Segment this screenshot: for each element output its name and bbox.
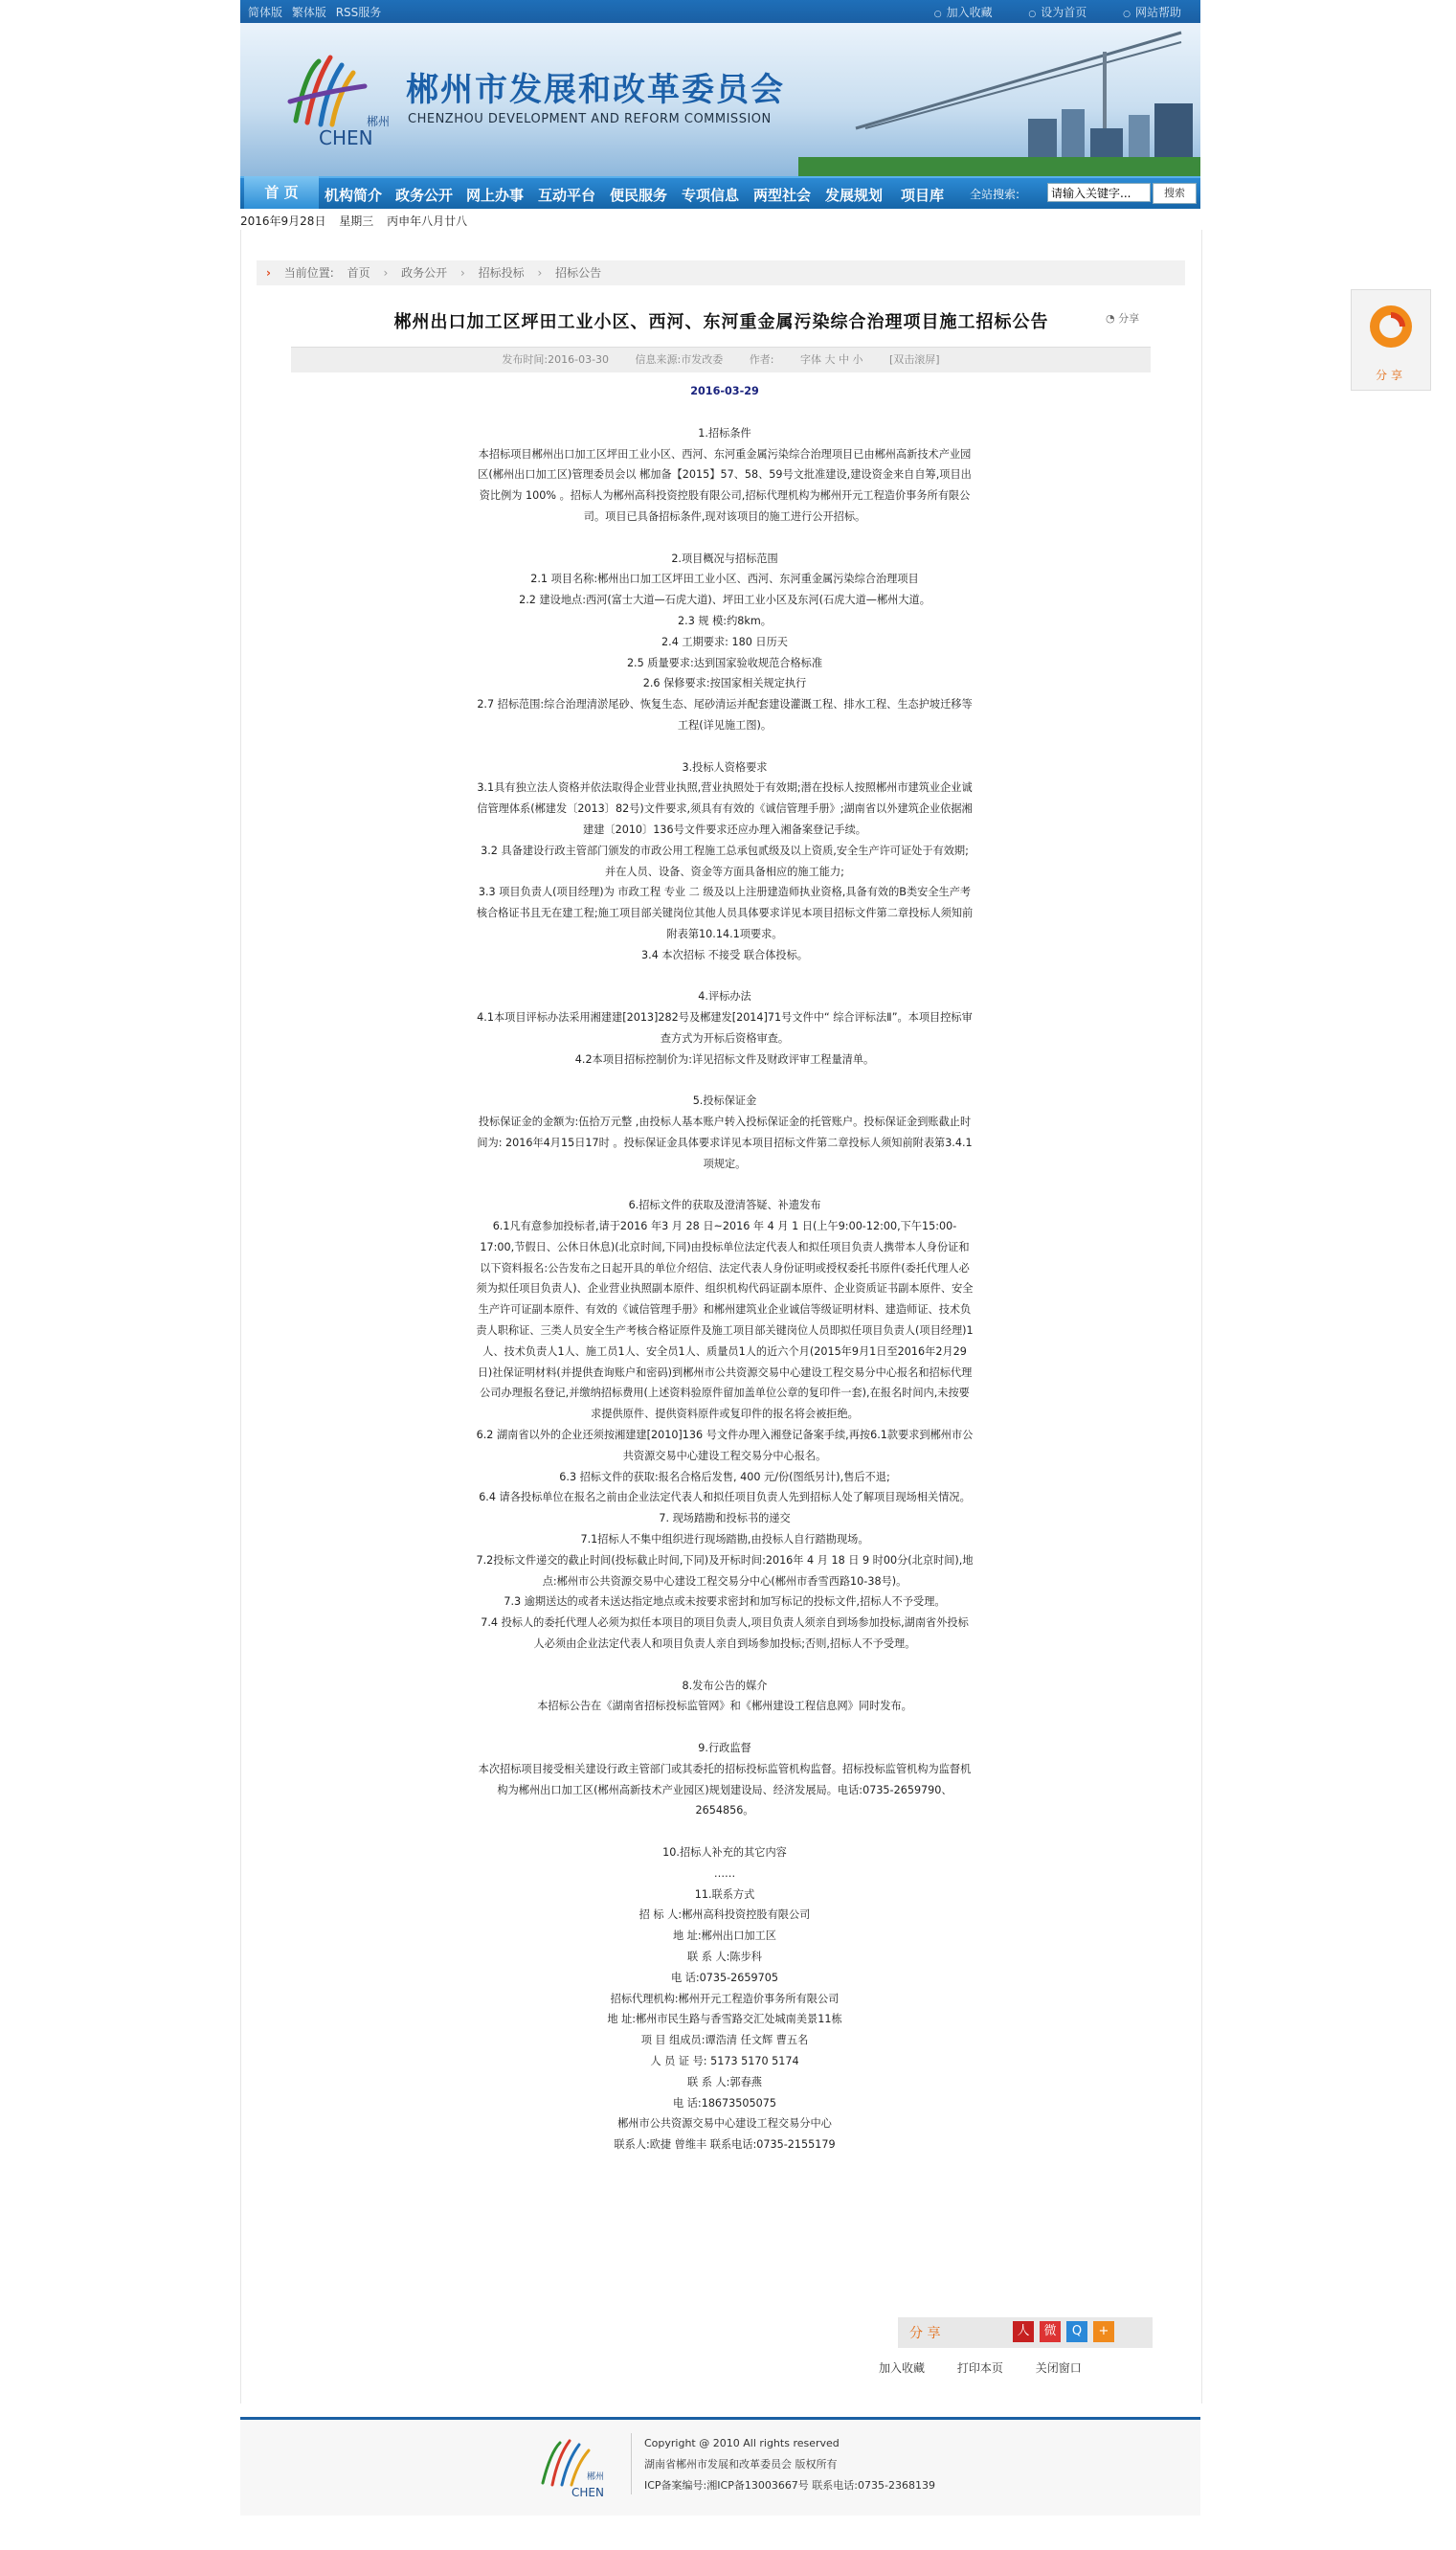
- paragraph-gap: [476, 966, 974, 987]
- current-date: 2016年9月28日: [240, 214, 326, 228]
- nav-item-dev-planning[interactable]: 发展规划: [825, 187, 884, 204]
- breadcrumb-gov-affairs[interactable]: 政务公开: [401, 266, 448, 280]
- share-label: 分享: [1118, 312, 1140, 325]
- page-header: [240, 0, 1200, 234]
- paragraph: 投标保证金的金额为:伍拾万元整 ,由投标人基本账户转入投标保证金的托管账户。投标保证金到账截止时间为: 2016年4月15日17时 。投标保证金具体要求详见本项目招标文件第二章投标人须知前附表第3.4.1项规定。: [477, 1116, 973, 1170]
- share-icon: ◔: [1106, 312, 1115, 325]
- paragraph: 本招标公告在《湖南省招标投标监管网》和《郴州建设工程信息网》同时发布。: [537, 1700, 912, 1713]
- qzone-icon[interactable]: Q: [1066, 2321, 1087, 2342]
- footer-icp: ICP备案编号:湘ICP备13003667号 联系电话:0735-2368139: [644, 2479, 935, 2492]
- link-traditional[interactable]: 繁体版: [291, 6, 326, 19]
- paragraph-gap: [476, 1071, 974, 1092]
- share-link[interactable]: [1106, 310, 1139, 326]
- city-skyline-image: [798, 23, 1200, 176]
- paragraph-gap: [476, 528, 974, 549]
- paragraph: 3.1具有独立法人资格并依法取得企业营业执照,营业执照处于有效期;潜在投标人按照郴州市建筑业企业诚信管理体系(郴建发〔2013〕82号)文件要求,须具有有效的《诚信管理手册》;湖南省以外建筑企业依据湘建建〔2010〕136号文件要求还应办理入湘备案登记手续。: [477, 781, 973, 836]
- logo-text: CHEN: [319, 126, 373, 149]
- paragraph: 电 话:18673505075: [673, 2096, 776, 2110]
- paragraph-gap: [476, 1821, 974, 1842]
- paragraph: 6.2 湖南省以外的企业还须按湘建建[2010]136 号文件办理入湘登记备案手续,再按6.1款要求到郴州市公共资源交易中心建设工程交易分中心报名。: [476, 1429, 974, 1462]
- paragraph: 4.1本项目评标办法采用湘建建[2013]282号及郴建发[2014]71号文件中“ 综合评标法Ⅱ”。本项目控标审查方式为开标后资格审查。: [477, 1011, 973, 1045]
- article-actions: [879, 2359, 1110, 2376]
- link-simplified[interactable]: 简体版: [248, 6, 283, 19]
- current-weekday: 星期三: [339, 214, 374, 228]
- logo-cn-text: 郴州: [367, 115, 391, 128]
- breadcrumb-sep-icon: ›: [459, 266, 465, 280]
- footer-text: [644, 2433, 935, 2496]
- article-container: [240, 230, 1202, 2403]
- main-nav: [240, 176, 1200, 209]
- nav-home[interactable]: 首 页: [244, 176, 319, 209]
- paragraph: 地 址:郴州出口加工区: [672, 1929, 776, 1943]
- footer-divider: [631, 2433, 632, 2494]
- paragraph-gap: [476, 1655, 974, 1676]
- paragraph: 7.2投标文件递交的截止时间(投标截止时间,下同)及开标时间:2016年 4 月 18 日 9 时00分(北京时间),地点:郴州市公共资源交易中心建设工程交易分中心(郴州市香雪西路10-38号)。: [476, 1553, 974, 1588]
- paragraph: 联系人:欧捷 曾维丰 联系电话:0735-2155179: [614, 2138, 836, 2152]
- paragraph: 2.5 质量要求:达到国家验收规范合格标准: [626, 656, 823, 669]
- site-title: 郴州市发展和改革委员会: [406, 71, 785, 109]
- paragraph: 6.3 招标文件的获取:报名合格后发售, 400 元/份(图纸另计),售后不退;: [559, 1470, 890, 1483]
- close-window-button[interactable]: 关闭窗口: [1035, 2361, 1082, 2375]
- breadcrumb-bidding[interactable]: 招标投标: [478, 266, 525, 280]
- footer-copyright: Copyright @ 2010 All rights reserved: [644, 2437, 840, 2449]
- utility-links: [902, 4, 1181, 20]
- nav-item-about[interactable]: 机构简介: [325, 187, 383, 204]
- breadcrumb-home[interactable]: 首页: [347, 266, 370, 280]
- print-button[interactable]: 打印本页: [956, 2361, 1003, 2375]
- search-button[interactable]: 搜索: [1153, 183, 1197, 204]
- paragraph: 1.招标条件: [698, 426, 751, 440]
- paragraph: 2.1 项目名称:郴州出口加工区坪田工业小区、西河、东河重金属污染综合治理项目: [530, 573, 919, 586]
- nav-item-two-oriented[interactable]: 两型社会: [753, 187, 812, 204]
- paragraph: 项 目 组成员:谭浩清 任文辉 曹五名: [640, 2034, 809, 2047]
- paragraph: 3.投标人资格要求: [682, 760, 768, 774]
- article-paragraphs: [476, 423, 974, 2155]
- breadcrumb-bid-notice[interactable]: 招标公告: [555, 266, 602, 280]
- paragraph: 10.招标人补充的其它内容: [662, 1845, 787, 1859]
- article-title: 郴州出口加工区坪田工业小区、西河、东河重金属污染综合治理项目施工招标公告: [393, 312, 1049, 332]
- nav-item-public-services[interactable]: 便民服务: [610, 187, 668, 204]
- nav-item-interaction[interactable]: 互动平台: [538, 187, 596, 204]
- paragraph: 电 话:0735-2659705: [670, 1971, 779, 1984]
- footer-logo-text: CHEN: [571, 2486, 604, 2499]
- site-subtitle: CHENZHOU DEVELOPMENT AND REFORM COMMISSION: [408, 112, 772, 126]
- paragraph: 8.发布公告的媒介: [682, 1679, 768, 1692]
- paragraph-gap: [476, 1174, 974, 1195]
- link-rss[interactable]: RSS服务: [335, 6, 382, 19]
- breadcrumb-label: 当前位置:: [283, 266, 334, 280]
- paragraph: 2.项目概况与招标范围: [671, 552, 778, 565]
- language-links: [248, 4, 387, 20]
- paragraph: 7.4 投标人的委托代理人必须为拟任本项目的项目负责人,项目负责人须亲自到场参加投标,湖南省外投标人必须由企业法定代表人和项目负责人亲自到场参加投标;否则,招标人不予受理。: [481, 1616, 969, 1651]
- paragraph: 2.2 建设地点:西河(富士大道—石虎大道)、坪田工业小区及东河(石虎大道—郴州大道。: [519, 594, 930, 607]
- search-input[interactable]: [1047, 183, 1151, 202]
- footer-logo-cn-text: 郴州: [587, 2472, 605, 2482]
- auto-scroll[interactable]: [双击滚屏]: [888, 353, 940, 366]
- paragraph: 5.投标保证金: [692, 1094, 757, 1108]
- lunar-date: 丙申年八月廿八: [387, 214, 468, 228]
- paragraph: 联 系 人:陈步科: [686, 1950, 762, 1963]
- paragraph: 地 址:郴州市民生路与香雪路交汇处城南美景11栋: [607, 2013, 842, 2026]
- paragraph-gap: [476, 1717, 974, 1738]
- paragraph-gap: [476, 736, 974, 757]
- floating-share-label: 分享: [1375, 369, 1406, 382]
- paragraph: 2.7 招标范围:综合治理清淤尾砂、恢复生态、尾砂清运并配套建设灌溉工程、排水工程、生态护坡迁移等工程(详见施工图)。: [477, 698, 973, 732]
- breadcrumb-sep-icon: ›: [537, 266, 543, 280]
- author: 作者:: [749, 353, 774, 366]
- paragraph: 6.4 请各投标单位在报名之前由企业法定代表人和拟任项目负责人先到招标人处了解项目现场相关情况。: [479, 1491, 971, 1504]
- search-label: 全站搜索:: [970, 188, 1020, 201]
- paragraph: 招标代理机构:郴州开元工程造价事务所有限公司: [610, 1992, 840, 2005]
- paragraph: 4.评标办法: [698, 990, 751, 1004]
- nav-item-special-info[interactable]: 专项信息: [682, 187, 740, 204]
- font-size-switch[interactable]: 字体 大 中 小: [799, 353, 863, 366]
- nav-item-online-services[interactable]: 网上办事: [466, 187, 525, 204]
- breadcrumb: [257, 260, 1185, 285]
- nav-item-gov-affairs[interactable]: 政务公开: [395, 187, 454, 204]
- breadcrumb-sep-icon: ›: [383, 266, 389, 280]
- banner: [240, 23, 1200, 176]
- paragraph: 2.4 工期要求: 180 日历天: [661, 635, 788, 648]
- floating-share-icon: [1367, 300, 1415, 357]
- share-bar: [898, 2317, 1153, 2348]
- nav-item-project-db[interactable]: 项目库: [901, 187, 945, 204]
- article-body: [476, 375, 974, 2155]
- paragraph: 4.2本项目招标控制价为:详见招标文件及财政评审工程量清单。: [574, 1052, 875, 1066]
- footer-owner: 湖南省郴州市发展和改革委员会 版权所有: [644, 2458, 838, 2471]
- paragraph: 7.1招标人不集中组织进行现场踏勘,由投标人自行踏勘现场。: [580, 1533, 869, 1546]
- paragraph: 7. 现场踏勘和投标书的递交: [659, 1512, 791, 1525]
- paragraph: 7.3 逾期送达的或者未送达指定地点或未按要求密封和加写标记的投标文件,招标人不予受理。: [504, 1595, 946, 1609]
- renren-icon[interactable]: 人: [1013, 2321, 1034, 2342]
- publish-time: 发布时间:2016-03-30: [502, 353, 610, 366]
- paragraph: 3.4 本次招标 不接受 联合体投标。: [641, 948, 808, 961]
- link-set-homepage[interactable]: ○ 设为首页: [1028, 6, 1086, 19]
- floating-share-widget[interactable]: [1351, 289, 1431, 391]
- weibo-icon[interactable]: 微: [1040, 2321, 1061, 2342]
- share-bar-label[interactable]: 分 享: [909, 2326, 941, 2341]
- footer-logo-icon: [533, 2433, 610, 2500]
- paragraph: 人 员 证 号: 5173 5170 5174: [650, 2054, 799, 2067]
- breadcrumb-arrow-icon: ›: [266, 266, 271, 280]
- paragraph: 3.2 具备建设行政主管部门颁发的市政公用工程施工总承包贰级及以上资质,安全生产许可证处于有效期;并在人员、设备、资金等方面具备相应的施工能力;: [481, 844, 969, 878]
- paragraph: 11.联系方式: [694, 1887, 755, 1901]
- info-source: 信息来源:市发改委: [635, 353, 724, 366]
- paragraph: 本招标项目郴州出口加工区坪田工业小区、西河、东河重金属污染综合治理项目已由郴州高新技术产业园区(郴州出口加工区)管理委员会以 郴加备【2015】57、58、59号文批准建设,建设资金来自自筹,项目出资比例为 100% 。招标人为郴州高科投资控股有限公司,招标代理机构为郴州开元工程造价事务所有限公司。项目已具备招标条件,现对该项目的施工进行公开招标。: [478, 447, 972, 523]
- paragraph: 本次招标项目接受相关建设行政主管部门或其委托的招标投标监管机构监督。招标投标监管机构为监督机构为郴州出口加工区(郴州高新技术产业园区)规划建设局、经济发展局。电话:0735-2659790、2654856。: [478, 1762, 972, 1817]
- paragraph: 2.3 规 模:约8km。: [678, 614, 772, 627]
- paragraph: 2.6 保修要求:按国家相关规定执行: [642, 677, 807, 690]
- paragraph: ……: [713, 1866, 736, 1880]
- top-bar: [240, 0, 1200, 23]
- paragraph: 联 系 人:郭春燕: [686, 2075, 762, 2088]
- paragraph: 郴州市公共资源交易中心建设工程交易分中心: [617, 2117, 832, 2131]
- footer: [240, 2417, 1200, 2516]
- paragraph: 招 标 人:郴州高科投资控股有限公司: [638, 1908, 811, 1922]
- paragraph: 3.3 项目负责人(项目经理)为 市政工程 专业 二 级及以上注册建造师执业资格,具备有效的B类安全生产考核合格证书且无在建工程;施工项目部关键岗位其他人员具体要求详见本项目招标文件第二章投标人须知前附表第10.14.1项要求。: [476, 886, 974, 940]
- add-favorite-button[interactable]: 加入收藏: [879, 2361, 926, 2375]
- link-site-help[interactable]: ○ 网站帮助: [1123, 6, 1181, 19]
- article-date: 2016-03-29: [690, 385, 759, 397]
- paragraph: 6.招标文件的获取及澄清答疑、补遗发布: [628, 1199, 821, 1212]
- article-meta: [291, 347, 1151, 372]
- link-add-favorite[interactable]: ○ 加入收藏: [934, 6, 993, 19]
- more-share-icon[interactable]: +: [1093, 2321, 1114, 2342]
- paragraph: 6.1凡有意参加投标者,请于2016 年3 月 28 日~2016 年 4 月 1 日(上午9:00-12:00,下午15:00-17:00,节假日、公休日休息)(北京时间,下同)由投标单位法定代表人和拟任项目负责人携带本人身份证和以下资料报名:公告发布之日起开具的单位介绍信、法定代表人身份证明或授权委托书原件(委托代理人必须为拟任项目负责人)、企业营业执照副本原件、组织机构代码证副本原件、企业资质证书副本原件、安全生产许可证副本原件、有效的《诚信管理手册》和郴州建筑业企业诚信等级证明材料、建造师证、技术负责人职称证、三类人员安全生产考核合格证原件及施工项目部关键岗位人员即拟任项目负责人(项目经理)1人、技术负责人1人、施工员1人、安全员1人、质量员1人的近六个月(2015年9月1日至2016年2月29日)社保证明材料(并提供查询账户和密码)到郴州市公共资源交易中心建设工程交易分中心报名和招标代理公司办理报名登记,并缴纳招标费用(上述资料验原件留加盖单位公章的复印件一套),在报名时间内,未按要求提供原件、提供资料原件或复印件的报名将会被拒绝。: [476, 1220, 974, 1421]
- paragraph: 9.行政监督: [698, 1742, 751, 1754]
